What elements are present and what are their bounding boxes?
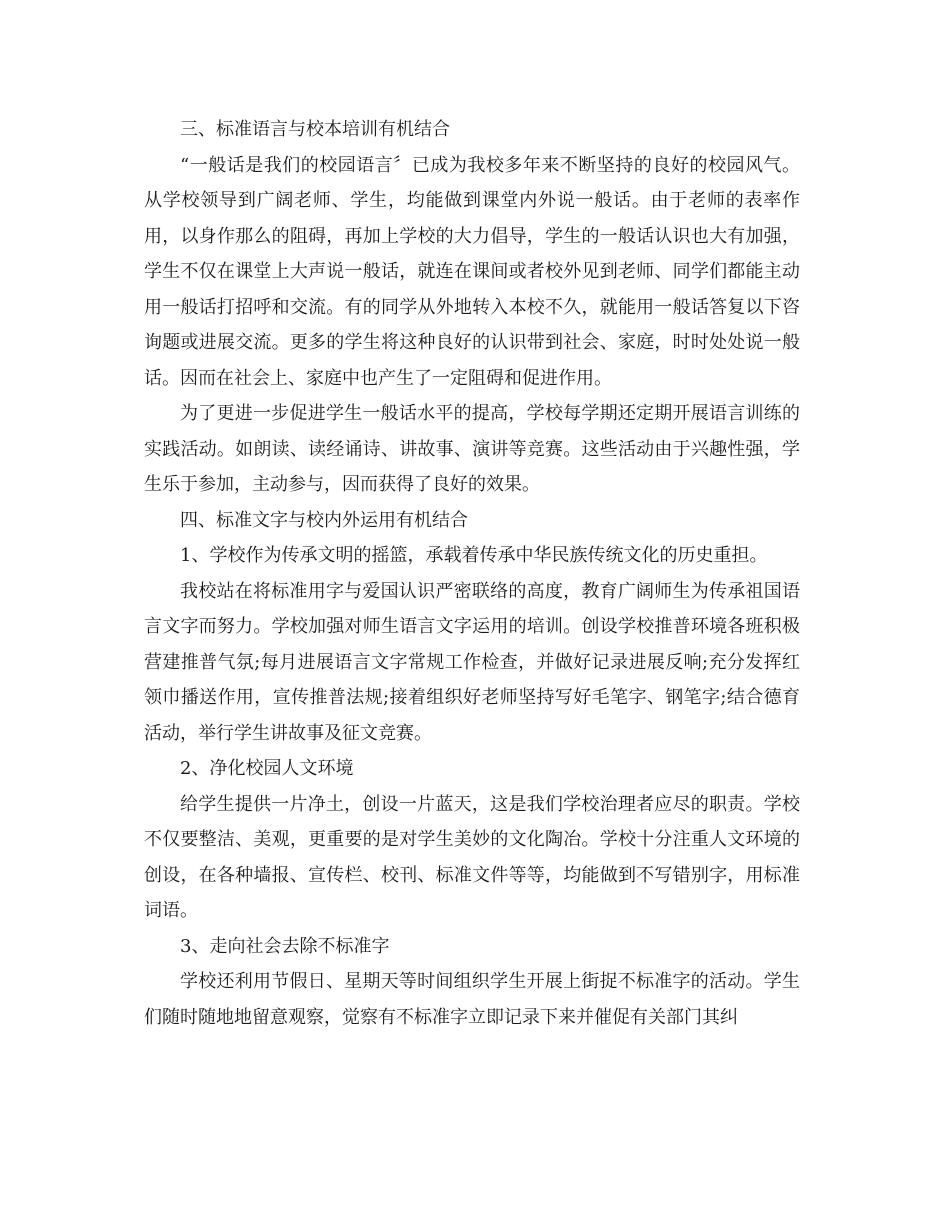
subheading-3: 3、走向社会去除不标准字 [180, 935, 390, 957]
body-paragraph: 学校还利用节假日、星期天等时间组织学生开展上街捉不标准字的活动。学生们随时随地地留意观察，觉察有不标准字立即记录下来并催促有关部门其纠 [144, 971, 800, 1028]
body-paragraph: 给学生提供一片净土，创设一片蓝天，这是我们学校治理者应尽的职责。学校不仅要整洁、美观，更重要的是对学生美妙的文化陶冶。学校十分注重人文环境的创设，在各种墙报、宣传栏、校刊、标准文件等等，均能做到不写错别字，用标准词语。 [144, 793, 800, 921]
subheading-1: 1、学校作为传承文明的摇篮，承载着传承中华民族传统文化的历史重担。 [180, 545, 768, 566]
section-heading-3: 三、标准语言与校本培训有机结合 [180, 119, 450, 140]
body-paragraph: 我校站在将标准用字与爱国认识严密联络的高度，教育广阔师生为传承祖国语言文字而努力。学校加强对师生语言文字运用的培训。创设学校推普环境各班积极营建推普气氛;每月进展语言文字常规工作检查，并做好记录进展反响;充分发挥红领巾播送作用，宣传推普法规;接着组织好老师坚持写好毛笔字、钢笔字;结合德育活动，举行学生讲故事及征文竞赛。 [144, 580, 800, 744]
document-body [144, 112, 800, 1035]
body-paragraph: 为了更进一步促进学生一般话水平的提高，学校每学期还定期开展语言训练的实践活动。如朗读、读经诵诗、讲故事、演讲等竞赛。这些活动由于兴趣性强，学生乐于参加，主动参与，因而获得了良好的效果。 [144, 403, 800, 495]
section-heading-4: 四、标准文字与校内外运用有机结合 [180, 509, 468, 531]
body-paragraph: “一般话是我们的校园语言〞已成为我校多年来不断坚持的良好的校园风气。从学校领导到广阔老师、学生，均能做到课堂内外说一般话。由于老师的表率作用，以身作那么的阻碍，再加上学校的大力倡导，学生的一般话认识也大有加强，学生不仅在课堂上大声说一般话，就连在课间或者校外见到老师、同学们都能主动用一般话打招呼和交流。有的同学从外地转入本校不久，就能用一般话答复以下咨询题或进展交流。更多的学生将这种良好的认识带到社会、家庭，时时处处说一般话。因而在社会上、家庭中也产生了一定阻碍和促进作用。 [144, 154, 800, 389]
subheading-2: 2、净化校园人文环境 [180, 758, 354, 779]
